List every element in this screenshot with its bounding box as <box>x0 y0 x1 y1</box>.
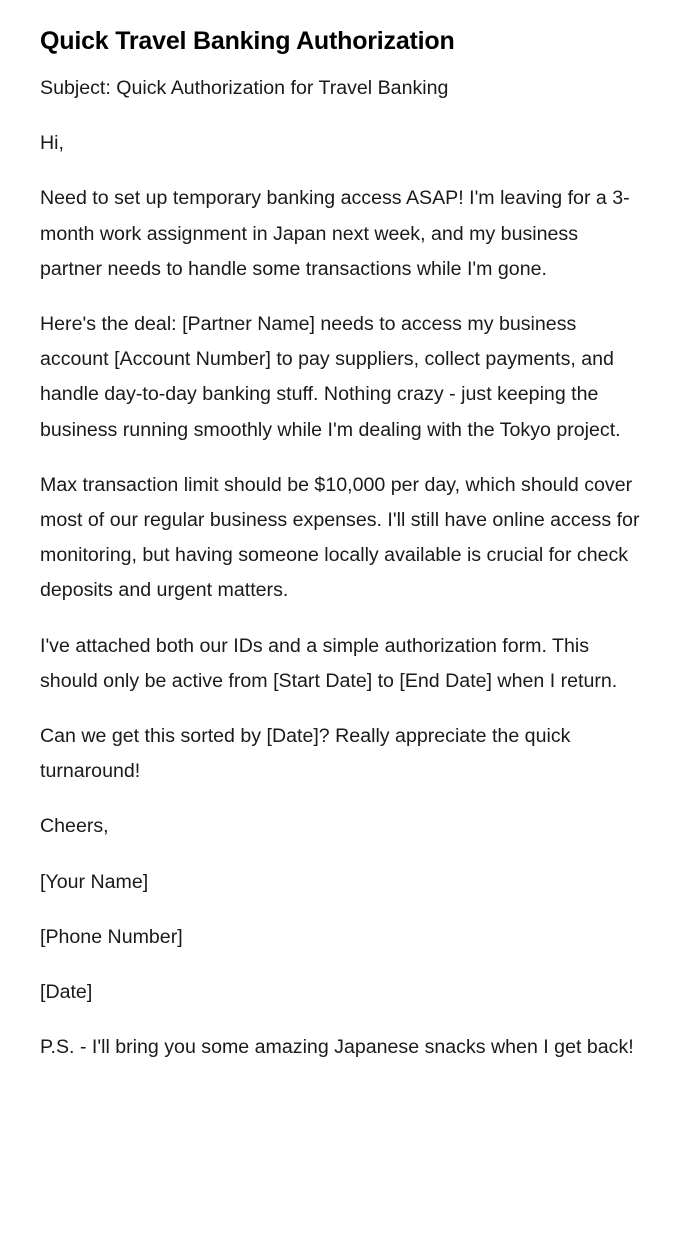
body-paragraph-1: Need to set up temporary banking access ASAP! I'm leaving for a 3-month work assignment in Japan next week, and my business partner needs to handle some transactions while I'm gone. <box>40 187 630 280</box>
body-paragraph-2: Here's the deal: [Partner Name] needs to access my business account [Account Number] to pay suppliers, collect payments, and handle day-to-day banking stuff. Nothing crazy - just keeping the business running smoothly while I'm dealing with the Tokyo project. <box>40 313 621 441</box>
signature-name: [Your Name] <box>40 870 149 893</box>
signature-date: [Date] <box>40 981 93 1004</box>
body-paragraph-4: I've attached both our IDs and a simple authorization form. This should only be active from [Start Date] to [End Date] when I return. <box>40 634 618 692</box>
body-paragraph-5: Can we get this sorted by [Date]? Really appreciate the quick turnaround! <box>40 725 571 783</box>
body-paragraph-3: Max transaction limit should be $10,000 per day, which should cover most of our regular business expenses. I'll still have online access for monitoring, but having someone locally available is crucial for check deposits and urgent matters. <box>40 473 640 602</box>
postscript: P.S. - I'll bring you some amazing Japanese snacks when I get back! <box>40 1036 634 1059</box>
signature-phone: [Phone Number] <box>40 925 183 948</box>
subject-line: Subject: Quick Authorization for Travel Banking <box>40 77 449 99</box>
greeting: Hi, <box>40 132 64 155</box>
closing: Cheers, <box>40 815 109 838</box>
document-title: Quick Travel Banking Authorization <box>40 27 455 55</box>
